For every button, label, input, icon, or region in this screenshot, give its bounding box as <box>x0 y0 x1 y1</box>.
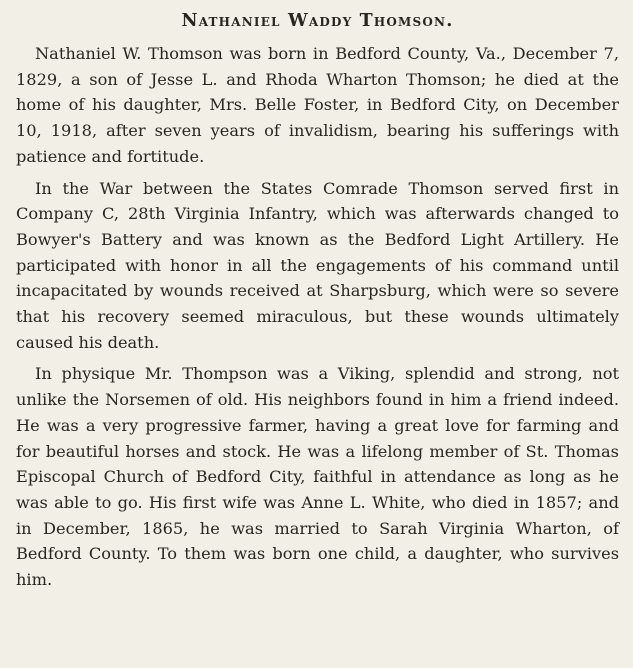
paragraph-birth-death: Nathaniel W. Thomson was born in Bedford County, Va., December 7, 1829, a son of Jesse L. and Rhoda Wharton Thomson; he died at the home of his daughter, Mrs. Belle Foster, in Bedford City, on December 10, 1918, after seven years of invalidism, bearing his sufferings with patience and fortitude. <box>16 44 619 166</box>
page-title: Nathaniel Waddy Thomson. <box>181 11 454 31</box>
paragraph-war-service: In the War between the States Comrade Thomson served first in Company C, 28th Virginia Infantry, which was afterwards changed to Bowyer's Battery and was known as the Bedford Light Artillery. He participated with honor in all the engagements of his command until incapacitated by wounds received at Sharpsburg, which were so severe that his recovery seemed miraculous, but these wounds ultimately caused his death. <box>16 178 619 352</box>
paragraph-character-family: In physique Mr. Thompson was a Viking, splendid and strong, not unlike the Norsemen of old. His neighbors found in him a friend indeed. He was a very progressive farmer, having a great love for farming and for beautiful horses and stock. He was a lifelong member of St. Thomas Episcopal Church of Bedford City, faithful in attendance as long as he was able to go. His first wife was Anne L. White, who died in 1857; and in December, 1865, he was married to Sarah Virginia Wharton, of Bedford County. To them was born one child, a daughter, who survives him. <box>16 364 619 590</box>
